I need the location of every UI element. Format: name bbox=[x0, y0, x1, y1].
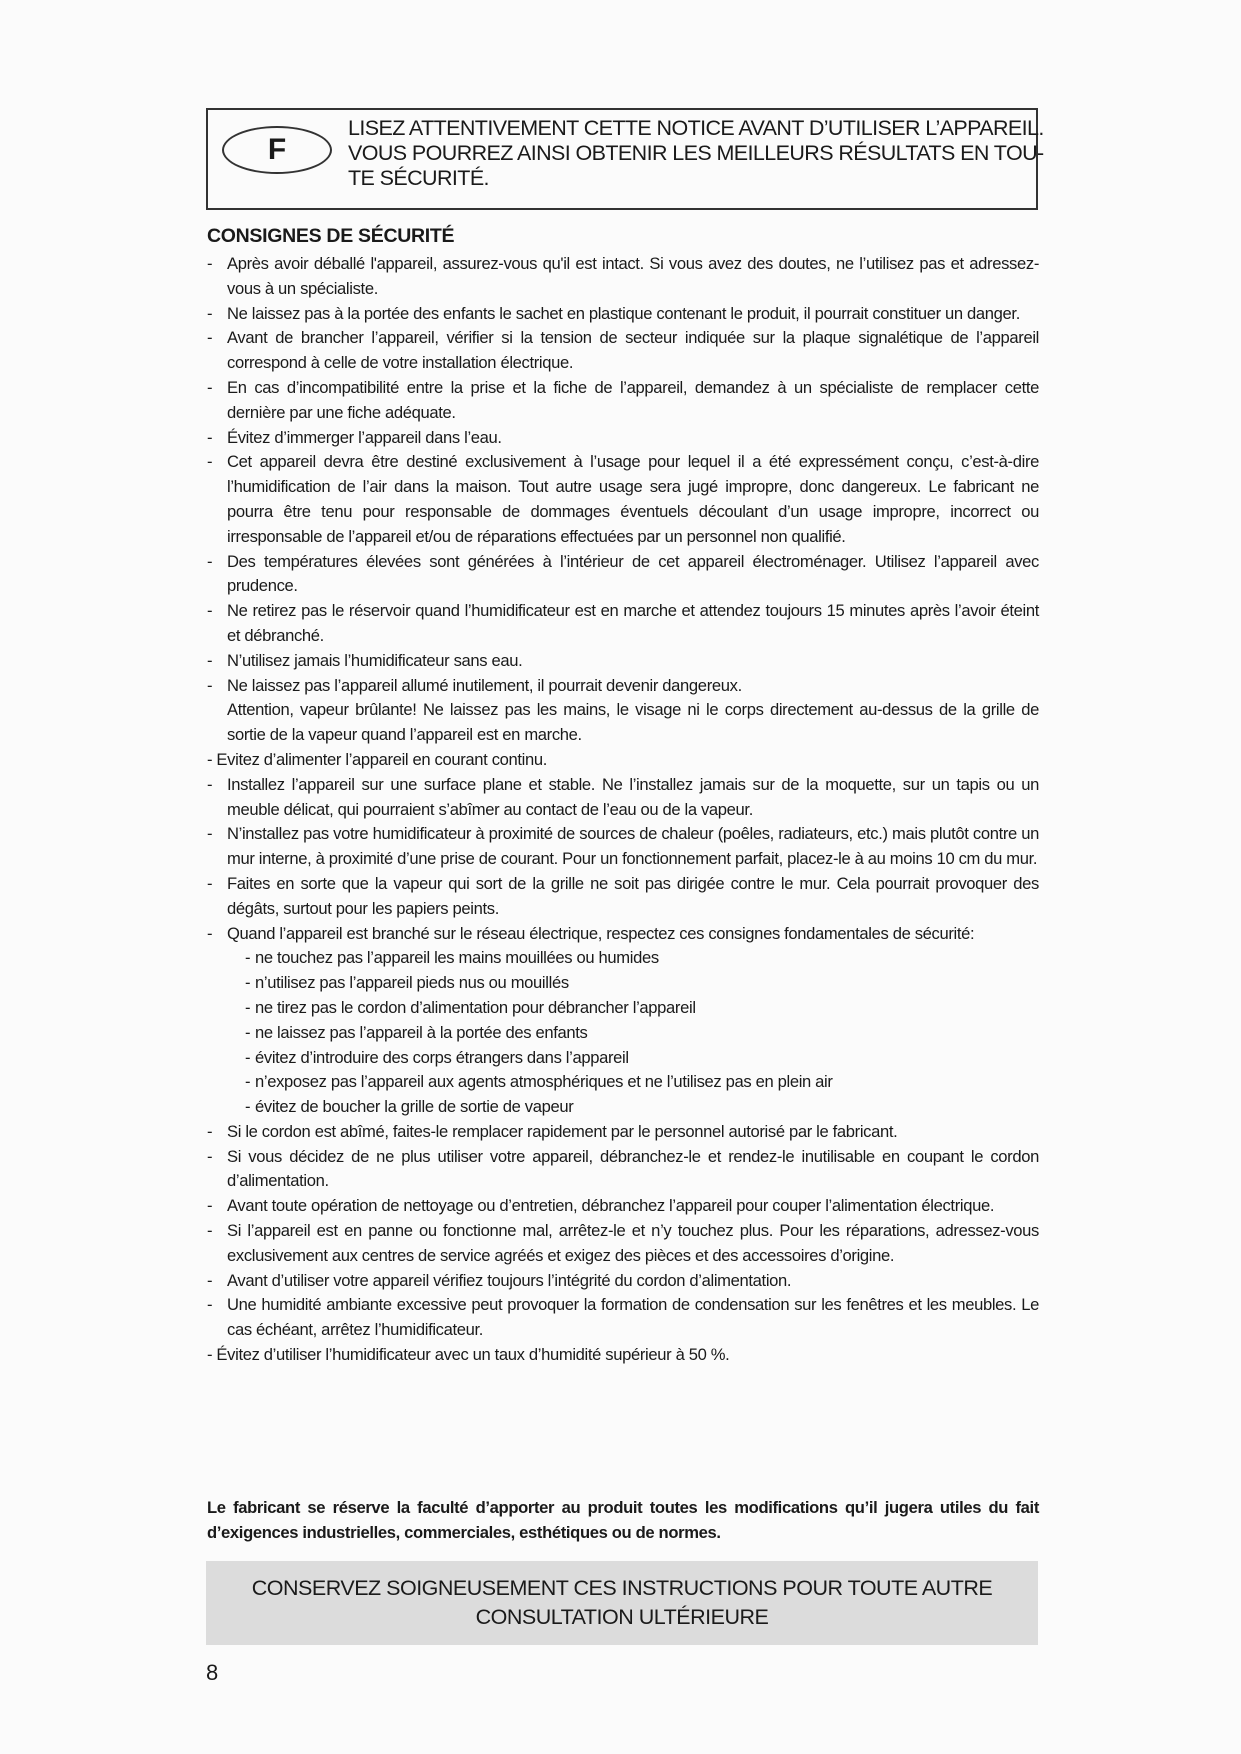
dash: - bbox=[207, 1196, 213, 1216]
item-text: N’installez pas votre humidificateur à proximité de sources de chaleur (poêles, radiateurs, etc.) mais plutôt contre un mur interne, à proximité d’une prise de courant. Pour un fonctionnement parfait, placez-le à au moins 10 cm du mur. bbox=[227, 824, 1039, 869]
item-text: Cet appareil devra être destiné exclusivement à l’usage pour lequel il a été expressément conçu, c’est-à-dire l’humidification de l’air dans la maison. Tout autre usage sera jugé impropre, donc dangereux. Le fabricant ne pourra être tenu pour responsable de dommages éventuels découlant d’un usage impropre, incorrect ou irresponsable de l’appareil et/ou de réparations effectuées par un personnel non qualifié. bbox=[227, 452, 1039, 546]
list-item bbox=[207, 649, 1039, 674]
item-text: Une humidité ambiante excessive peut provoquer la formation de condensation sur les fenêtres et les meubles. Le cas échéant, arrêtez l’humidificateur. bbox=[227, 1295, 1039, 1340]
sub-item-text: n’exposez pas l’appareil aux agents atmosphériques et ne l’utilisez pas en plein air bbox=[255, 1072, 833, 1092]
list-item bbox=[207, 1120, 1039, 1145]
list-item bbox=[207, 376, 1039, 426]
list-item bbox=[207, 773, 1039, 823]
item-text: N’utilisez jamais l’humidificateur sans eau. bbox=[227, 650, 523, 670]
dash: - bbox=[207, 452, 213, 472]
dash: - bbox=[207, 377, 213, 397]
sub-list-item bbox=[245, 1046, 1039, 1071]
sub-list-item bbox=[245, 996, 1039, 1021]
list-item bbox=[207, 302, 1039, 327]
banner-line: CONSULTATION ULTÉRIEURE bbox=[475, 1605, 769, 1629]
sub-list-item bbox=[245, 1021, 1039, 1046]
dash: - bbox=[207, 427, 213, 447]
notice-line: TE SÉCURITÉ. bbox=[348, 166, 489, 190]
dash: - bbox=[207, 1121, 213, 1141]
list-item bbox=[207, 1194, 1039, 1219]
dash: - bbox=[207, 303, 213, 323]
list-item bbox=[207, 326, 1039, 376]
list-item bbox=[207, 599, 1039, 649]
notice-line: VOUS POURREZ AINSI OBTENIR LES MEILLEURS RÉSULTATS EN TOU- bbox=[348, 141, 1044, 165]
sub-list-item bbox=[245, 971, 1039, 996]
notice-line: LISEZ ATTENTIVEMENT CETTE NOTICE AVANT D’UTILISER L’APPAREIL. bbox=[348, 116, 1044, 140]
dash: - bbox=[207, 551, 213, 571]
keep-instructions-banner bbox=[206, 1561, 1038, 1645]
list-item bbox=[207, 1293, 1039, 1343]
sub-list-item bbox=[245, 1095, 1039, 1120]
notice-box bbox=[206, 108, 1044, 210]
list-item bbox=[207, 1145, 1039, 1195]
item-text: Ne laissez pas l’appareil allumé inutilement, il pourrait devenir dangereux. bbox=[227, 675, 742, 695]
item-text: Installez l’appareil sur une surface plane et stable. Ne l’installez jamais sur de la moquette, sur un tapis ou un meuble délicat, qui pourraient s’abîmer au contact de l’eau ou de la vapeur. bbox=[227, 774, 1039, 819]
list-item bbox=[207, 1269, 1039, 1294]
dash: - bbox=[207, 675, 213, 695]
sub-list-item bbox=[245, 1070, 1039, 1095]
dash: - bbox=[207, 873, 213, 893]
dash: - bbox=[207, 1221, 213, 1241]
sub-item-text: n’utilisez pas l’appareil pieds nus ou mouillés bbox=[255, 973, 569, 993]
item-text: Si le cordon est abîmé, faites-le remplacer rapidement par le personnel autorisé par le fabricant. bbox=[227, 1121, 898, 1141]
language-badge: F bbox=[222, 126, 332, 174]
dash: - bbox=[245, 973, 251, 993]
sub-item-text: ne tirez pas le cordon d’alimentation pour débrancher l’appareil bbox=[255, 997, 696, 1017]
list-item bbox=[207, 426, 1039, 451]
page-number: 8 bbox=[206, 1660, 219, 1685]
read-notice bbox=[348, 116, 1044, 191]
list-item bbox=[207, 922, 1039, 1120]
dash: - bbox=[207, 1270, 213, 1290]
item-text: Évitez d’immerger l’appareil dans l’eau. bbox=[227, 427, 502, 447]
list-item bbox=[207, 872, 1039, 922]
item-text: Faites en sorte que la vapeur qui sort de la grille ne soit pas dirigée contre le mur. Cela pourrait provoquer des dégâts, surtout pour les papiers peints. bbox=[227, 873, 1039, 918]
dash: - bbox=[245, 948, 251, 968]
list-item: - Évitez d’utiliser l’humidificateur avec un taux d’humidité supérieur à 50 %. bbox=[207, 1345, 730, 1365]
dash: - bbox=[245, 1072, 251, 1092]
sub-list-item bbox=[245, 946, 1039, 971]
list-item bbox=[207, 674, 1039, 748]
item-text: En cas d’incompatibilité entre la prise et la fiche de l’appareil, demandez à un spécialiste de remplacer cette dernière par une fiche adéquate. bbox=[227, 377, 1039, 422]
list-item bbox=[207, 450, 1039, 549]
dash: - bbox=[207, 923, 213, 943]
list-item bbox=[207, 252, 1039, 302]
dash: - bbox=[207, 774, 213, 794]
sub-list bbox=[227, 946, 1039, 1120]
sub-item-text: évitez d’introduire des corps étrangers dans l’appareil bbox=[255, 1047, 629, 1067]
item-text: Ne laissez pas à la portée des enfants le sachet en plastique contenant le produit, il pourrait constituer un danger. bbox=[227, 303, 1020, 323]
dash: - bbox=[207, 824, 213, 844]
banner-line: CONSERVEZ SOIGNEUSEMENT CES INSTRUCTIONS POUR TOUTE AUTRE bbox=[251, 1576, 993, 1600]
dash: - bbox=[207, 601, 213, 621]
steam-warning: Attention, vapeur brûlante! Ne laissez pas les mains, le visage ni le corps directement au-dessus de la grille de sortie de la vapeur quand l’appareil est en marche. bbox=[227, 700, 1039, 745]
manufacturer-disclaimer: Le fabricant se réserve la faculté d’apporter au produit toutes les modifications qu’il jugera utiles du fait d’exigences industrielles, commerciales, esthétiques ou de normes. bbox=[207, 1498, 1039, 1542]
item-text: Après avoir déballé l'appareil, assurez-vous qu'il est intact. Si vous avez des doutes, ne l’utilisez pas et adressez-vous à un spécialiste. bbox=[227, 254, 1039, 298]
dash: - bbox=[207, 1295, 213, 1315]
dash: - bbox=[207, 328, 213, 348]
list-item: - Evitez d’alimenter l’appareil en courant continu. bbox=[207, 749, 548, 769]
dash: - bbox=[245, 997, 251, 1017]
item-text: Avant de brancher l’appareil, vérifier si la tension de secteur indiquée sur la plaque signalétique de l’appareil correspond à celle de votre installation électrique. bbox=[227, 328, 1039, 373]
item-text: Si vous décidez de ne plus utiliser votre appareil, débranchez-le et rendez-le inutilisable en coupant le cordon d’alimentation. bbox=[227, 1146, 1039, 1191]
dash: - bbox=[245, 1047, 251, 1067]
item-text: Avant toute opération de nettoyage ou d’entretien, débranchez l’appareil pour couper l’alimentation électrique. bbox=[227, 1196, 995, 1216]
sub-item-text: évitez de boucher la grille de sortie de vapeur bbox=[255, 1097, 574, 1117]
sub-item-text: ne touchez pas l’appareil les mains mouillées ou humides bbox=[255, 948, 659, 968]
dash: - bbox=[245, 1097, 251, 1117]
dash: - bbox=[207, 1146, 213, 1166]
item-text: Quand l’appareil est branché sur le réseau électrique, respectez ces consignes fondamentales de sécurité: bbox=[227, 923, 975, 943]
dash: - bbox=[207, 650, 213, 670]
item-text: Des températures élevées sont générées à l’intérieur de cet appareil électroménager. Utilisez l’appareil avec prudence. bbox=[227, 551, 1039, 596]
list-item bbox=[207, 822, 1039, 872]
item-text: Ne retirez pas le réservoir quand l’humidificateur est en marche et attendez toujours 15 minutes après l’avoir éteint et débranché. bbox=[227, 601, 1039, 645]
list-item bbox=[207, 1219, 1039, 1269]
item-text: Si l’appareil est en panne ou fonctionne mal, arrêtez-le et n’y touchez plus. Pour les réparations, adressez-vous exclusivement aux centres de service agréés et exigez des pièces et des accessoires d’origine. bbox=[227, 1221, 1039, 1265]
item-text: Avant d’utiliser votre appareil vérifiez toujours l’intégrité du cordon d’alimentation. bbox=[227, 1270, 792, 1290]
safety-instructions-list bbox=[207, 252, 1039, 1368]
list-item bbox=[207, 550, 1039, 600]
sub-item-text: ne laissez pas l’appareil à la portée des enfants bbox=[255, 1022, 588, 1042]
dash: - bbox=[207, 254, 213, 273]
dash: - bbox=[245, 1022, 251, 1042]
section-title: CONSIGNES DE SÉCURITÉ bbox=[207, 225, 455, 247]
